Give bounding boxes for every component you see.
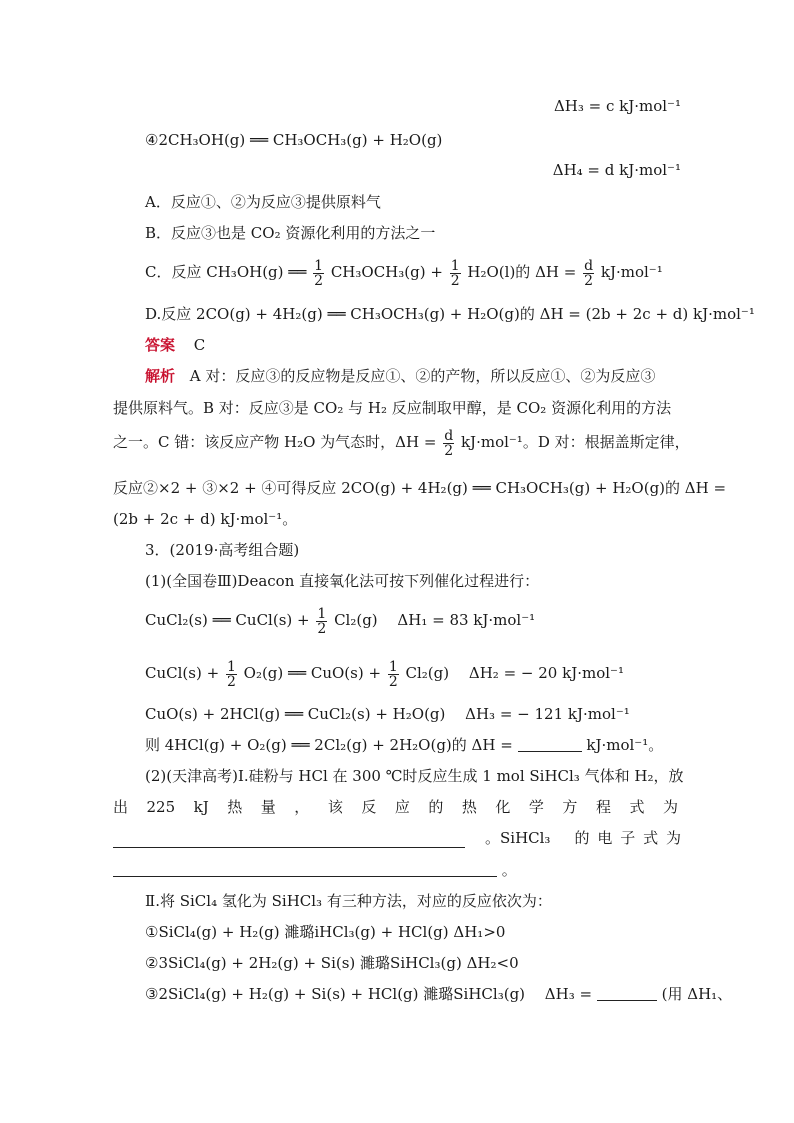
option-c-mid2: H₂O(l)的 ΔH = [467, 263, 577, 281]
fraction-d-over-2: $\frac{d}{2}$ [584, 257, 594, 289]
electron-formula-blank[interactable] [113, 860, 497, 877]
option-c-post: kJ·mol⁻¹ [600, 263, 663, 281]
question-3-heading: 3．(2019·高考组合题) [145, 541, 300, 559]
option-d: D.反应 2CO(g) + 4H₂(g) ══ CH₃OCH₃(g) + H₂O(g)的 ΔH = (2b + 2c + d) kJ·mol⁻¹ [145, 305, 755, 323]
method-2: ②3SiCl₄(g) + 2H₂(g) + Si(s) 濉璐SiHCl₃(g) ΔH₂<0 [145, 954, 519, 972]
reaction-4: ④2CH₃OH(g) ══ CH₃OCH₃(g) + H₂O(g) [145, 131, 443, 149]
equation-4: 则 4HCl(g) + O₂(g) ══ 2Cl₂(g) + 2H₂O(g)的 ΔH = kJ·mol⁻¹。 [145, 736, 664, 754]
equation-1: CuCl₂(s) ══ CuCl(s) + $\frac{1}{2}$ Cl₂(g) ΔH₁ = 83 kJ·mol⁻¹ [145, 605, 536, 637]
fraction-half: $\frac{1}{2}$ [226, 658, 236, 690]
thermo-equation-blank[interactable] [113, 831, 465, 848]
delta-h3-blank[interactable] [597, 984, 657, 1001]
analysis-line-1: 解析 A 对：反应③的反应物是反应①、②的产物，所以反应①、②为反应③ [145, 367, 656, 385]
option-c-pre: C．反应 CH₃OH(g) ══ [145, 263, 307, 281]
fraction-d-over-2: $\frac{d}{2}$ [444, 427, 454, 459]
analysis-line-2: 提供原料气。B 对：反应③是 CO₂ 与 H₂ 反应制取甲醇，是 CO₂ 资源化利用的方法 [113, 399, 672, 417]
question-3-part-II: Ⅱ.将 SiCl₄ 氢化为 SiHCl₃ 有三种方法，对应的反应依次为： [145, 892, 552, 910]
method-1: ①SiCl₄(g) + H₂(g) 濉璐iHCl₃(g) + HCl(g) ΔH₁>0 [145, 923, 506, 941]
delta-h4-line: ΔH₄ = d kJ·mol⁻¹ [552, 161, 681, 179]
equation-2: CuCl(s) + $\frac{1}{2}$ O₂(g) ══ CuO(s) + $\frac{1}{2}$ Cl₂(g) ΔH₂ = − 20 kJ·mol⁻¹ [145, 658, 624, 690]
fraction-half: $\frac{1}{2}$ [317, 605, 327, 637]
fraction-half: $\frac{1}{2}$ [314, 257, 324, 289]
analysis-line-5: (2b + 2c + d) kJ·mol⁻¹。 [113, 510, 298, 528]
option-c-mid1: CH₃OCH₃(g) + [330, 263, 443, 281]
answer-blank[interactable] [518, 735, 582, 752]
question-3-part-2-line-4: 。 [113, 860, 517, 880]
fraction-half: $\frac{1}{2}$ [388, 658, 398, 690]
question-3-part-2: (2)(天津高考)Ⅰ.硅粉与 HCl 在 300 ℃时反应生成 1 mol SiHCl₃ 气体和 H₂，放 [145, 767, 684, 785]
option-b: B．反应③也是 CO₂ 资源化利用的方法之一 [145, 224, 436, 242]
analysis-line-4: 反应②×2 + ③×2 + ④可得反应 2CO(g) + 4H₂(g) ══ CH₃OCH₃(g) + H₂O(g)的 ΔH = [113, 479, 727, 497]
fraction-half: $\frac{1}{2}$ [450, 257, 460, 289]
analysis-label: 解析 [145, 367, 176, 385]
analysis-line-3: 之一。C 错：该反应产物 H₂O 为气态时，ΔH = $\frac{d}{2}$ kJ·mol⁻¹。D 对：根据盖斯定律， [113, 427, 690, 459]
question-3-part-1: (1)(全国卷Ⅲ)Deacon 直接氧化法可按下列催化过程进行： [145, 572, 540, 590]
method-3: ③2SiCl₄(g) + H₂(g) + Si(s) + HCl(g) 濉璐SiHCl₃(g) ΔH₃ = (用 ΔH₁、 [145, 985, 733, 1003]
answer-line [145, 335, 205, 355]
question-3-part-2-line-2: 出 225 kJ 热 量 ， 该 反 应 的 热 化 学 方 程 式 为 [113, 798, 678, 816]
delta-h3-line: ΔH₃ = c kJ·mol⁻¹ [553, 97, 681, 115]
answer-value: C [193, 336, 206, 354]
equation-3: CuO(s) + 2HCl(g) ══ CuCl₂(s) + H₂O(g) ΔH₃ = − 121 kJ·mol⁻¹ [145, 705, 630, 723]
question-3-part-2-line-3: 。SiHCl₃ 的 电 子 式 为 [113, 828, 681, 848]
option-c [145, 254, 663, 290]
option-a: A．反应①、②为反应③提供原料气 [145, 193, 381, 211]
answer-label: 答案 [145, 336, 176, 354]
